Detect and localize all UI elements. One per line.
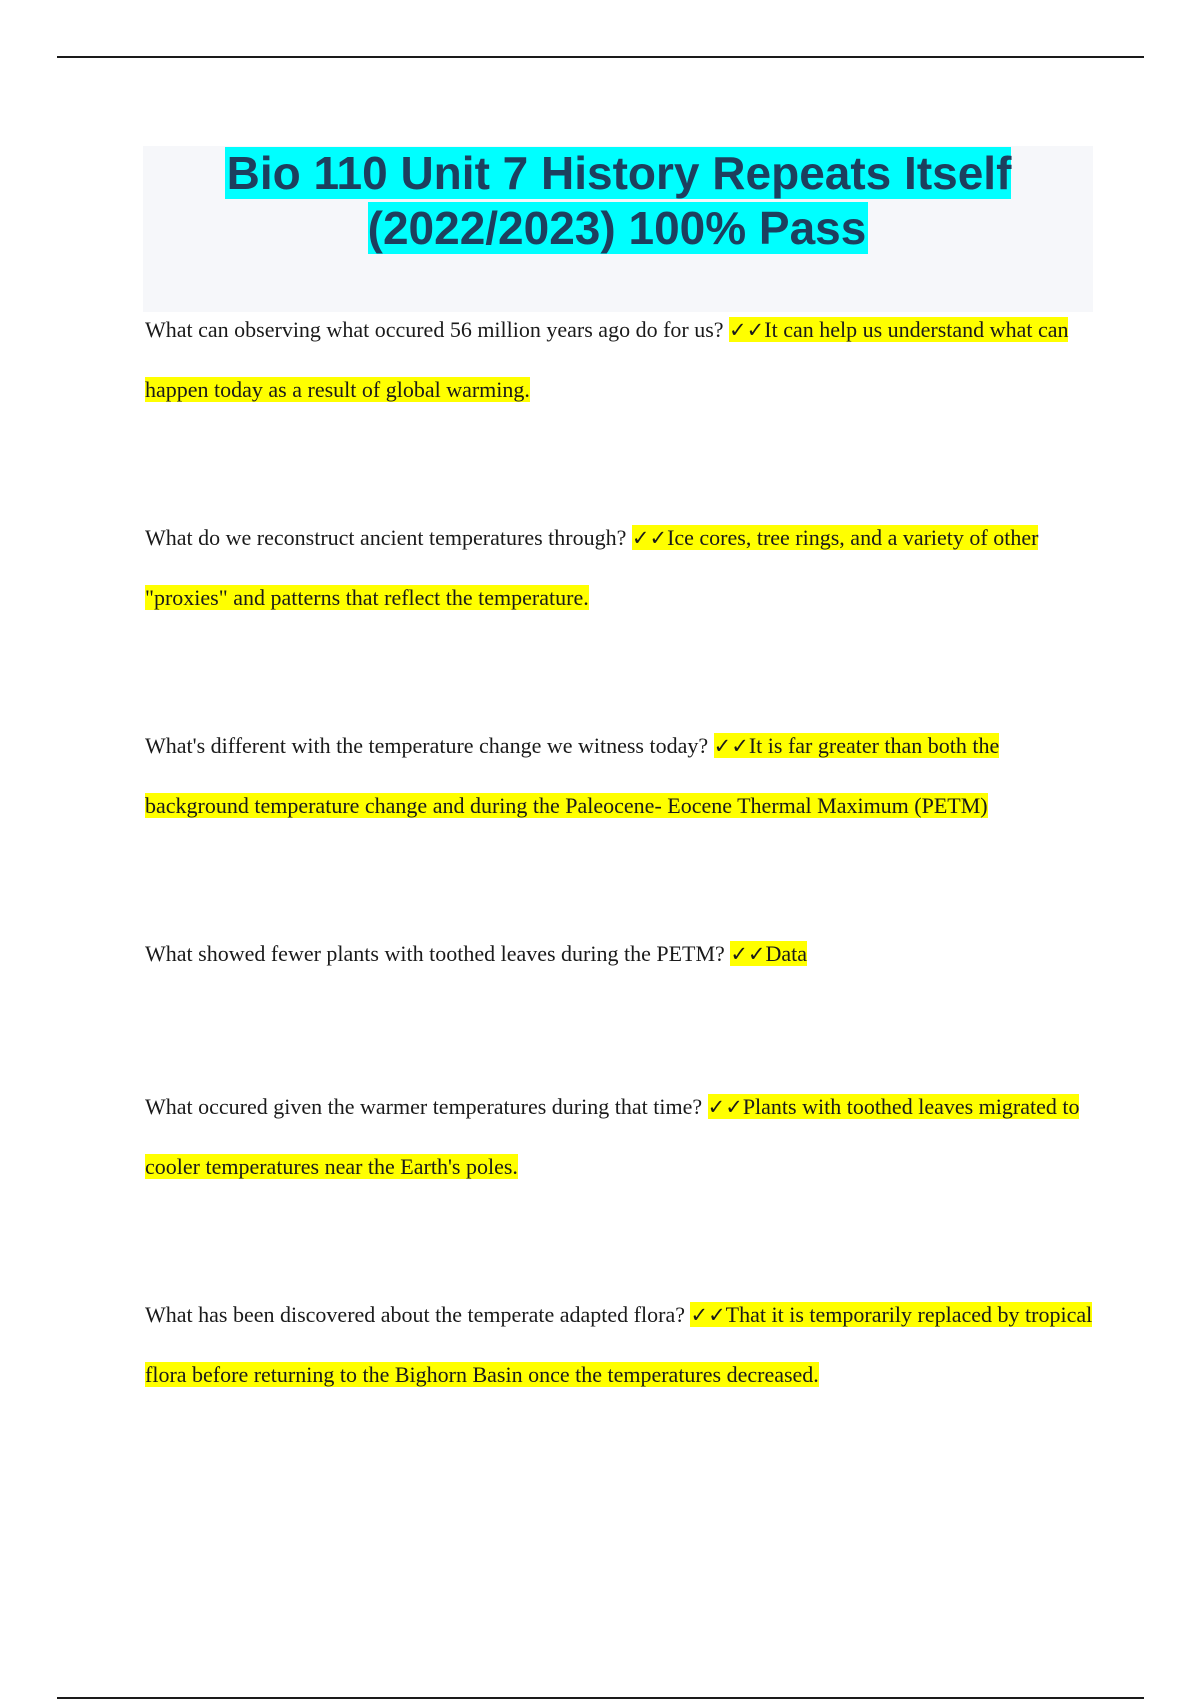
check-mark-icon: ✓✓	[707, 1095, 743, 1119]
question-5: What occured given the warmer temperatures during that time?	[145, 1094, 708, 1119]
check-mark-icon: ✓✓	[690, 1303, 726, 1327]
answer-2-text: Ice cores, tree rings, and a variety of other "proxies" and patterns that reflect the temperature.	[145, 525, 1039, 610]
check-mark-icon: ✓✓	[729, 318, 765, 342]
answer-3-text: It is far greater than both the background temperature change and during the Paleocene- Eocene Thermal Maximum (PETM)	[145, 733, 1000, 818]
qa-item-1	[145, 300, 1095, 420]
question-4: What showed fewer plants with toothed leaves during the PETM?	[145, 941, 731, 966]
question-1: What can observing what occured 56 million years ago do for us?	[145, 317, 730, 342]
qa-item-3	[145, 716, 1095, 836]
bottom-rule	[57, 1697, 1144, 1699]
check-mark-icon: ✓✓	[730, 942, 766, 966]
qa-item-5	[145, 1077, 1095, 1197]
question-2: What do we reconstruct ancient temperatures through?	[145, 525, 632, 550]
qa-item-4	[145, 924, 1095, 984]
qa-item-6	[145, 1285, 1095, 1405]
question-3: What's different with the temperature change we witness today?	[145, 733, 714, 758]
answer-4-text: Data	[765, 941, 808, 966]
page-title	[143, 146, 1093, 256]
top-rule	[57, 56, 1144, 58]
qa-item-2	[145, 508, 1095, 628]
check-mark-icon: ✓✓	[631, 526, 668, 550]
answer-1-text: It can help us understand what can happen today as a result of global warming.	[145, 317, 1069, 402]
check-mark-icon: ✓✓	[713, 734, 749, 758]
answer-4	[730, 941, 807, 966]
answer-5-text: Plants with toothed leaves migrated to cooler temperatures near the Earth's poles.	[145, 1094, 1080, 1179]
page-title-text: Bio 110 Unit 7 History Repeats Itself (2022/2023) 100% Pass	[226, 147, 1012, 254]
question-6: What has been discovered about the temperate adapted flora?	[145, 1302, 691, 1327]
answer-6-text: That it is temporarily replaced by tropical flora before returning to the Bighorn Basin once the temperatures decreased.	[145, 1302, 1093, 1387]
